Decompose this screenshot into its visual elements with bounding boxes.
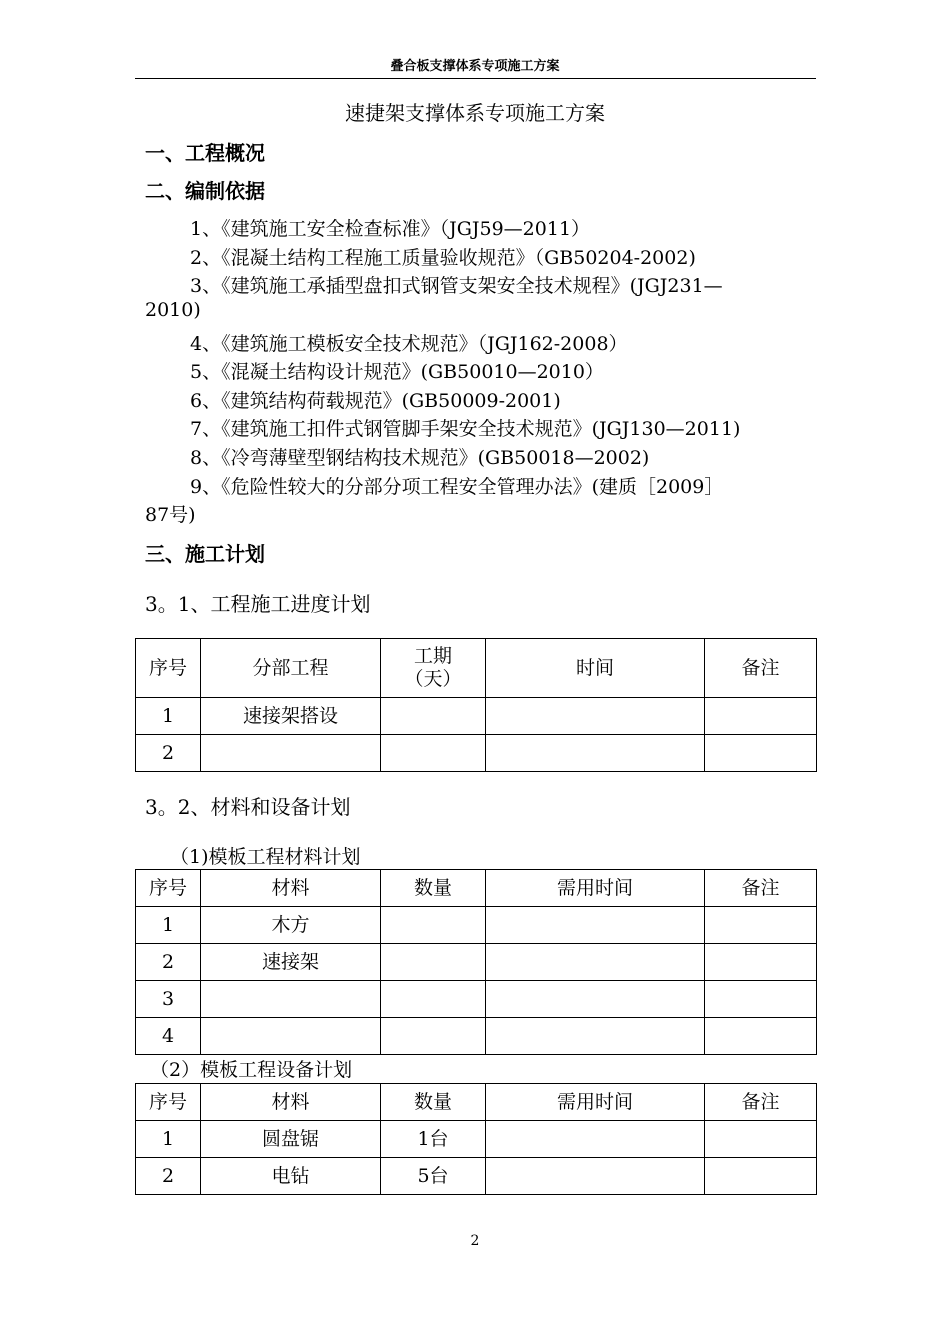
table-cell <box>486 735 705 772</box>
table-header-row <box>136 870 817 907</box>
header-rule <box>135 78 816 79</box>
table-cell <box>381 907 486 944</box>
table-cell: 5台 <box>381 1158 486 1195</box>
header-cell: 序号 <box>136 870 201 907</box>
table-cell <box>201 1018 381 1055</box>
header-cell: 材料 <box>201 870 381 907</box>
table-cell <box>486 1158 705 1195</box>
header-cell: 备注 <box>705 1084 817 1121</box>
table-row <box>136 944 817 981</box>
reference-item: 2、《混凝土结构工程施工质量验收规范》（GB50204-2002) <box>190 247 696 269</box>
table-cell: 速接架 <box>201 944 381 981</box>
table-cell <box>381 1018 486 1055</box>
table-cell: 3 <box>136 981 201 1018</box>
table-cell <box>486 1018 705 1055</box>
table-cell <box>486 944 705 981</box>
table-cell <box>381 944 486 981</box>
reference-item: 8、《冷弯薄壁型钢结构技术规范》(GB50018—2002) <box>190 447 650 469</box>
table-cell: 圆盘锯 <box>201 1121 381 1158</box>
table-cell: 电钻 <box>201 1158 381 1195</box>
table-cell <box>705 1121 817 1158</box>
header-cell-line: 工期 <box>413 645 452 668</box>
header-cell: 时间 <box>486 639 705 698</box>
reference-item: 6、《建筑结构荷载规范》(GB50009-2001) <box>190 390 561 412</box>
table-cell <box>201 981 381 1018</box>
table-header-row <box>136 639 817 698</box>
section-heading-basis: 二、编制依据 <box>145 179 265 203</box>
table-cell: 1台 <box>381 1121 486 1158</box>
reference-item: 1、《建筑施工安全检查标准》（JGJ59—2011） <box>190 218 591 240</box>
header-cell: 备注 <box>705 639 817 698</box>
table-cell: 速接架搭设 <box>201 698 381 735</box>
equipment-table-caption: （2）模板工程设备计划 <box>150 1059 353 1081</box>
header-cell: 材料 <box>201 1084 381 1121</box>
table-cell: 1 <box>136 698 201 735</box>
section-heading-overview: 一、工程概况 <box>145 141 265 165</box>
schedule-table <box>135 638 817 772</box>
table-row <box>136 1018 817 1055</box>
header-cell: 需用时间 <box>486 870 705 907</box>
table-cell: 2 <box>136 944 201 981</box>
header-cell-line: （天） <box>404 668 462 690</box>
reference-item: 7、《建筑施工扣件式钢管脚手架安全技术规范》(JGJ130—2011) <box>190 418 741 440</box>
table-cell <box>705 981 817 1018</box>
reference-item: 5、《混凝土结构设计规范》(GB50010—2010） <box>190 361 604 383</box>
header-cell: 数量 <box>381 1084 486 1121</box>
table-row <box>136 698 817 735</box>
header-cell: 分部工程 <box>201 639 381 698</box>
table-cell <box>705 1158 817 1195</box>
table-cell: 1 <box>136 907 201 944</box>
table-row <box>136 1121 817 1158</box>
header-cell: 需用时间 <box>486 1084 705 1121</box>
table-row <box>136 1158 817 1195</box>
document-title: 速捷架支撑体系专项施工方案 <box>345 101 605 125</box>
table-cell <box>486 1121 705 1158</box>
table-cell <box>705 735 817 772</box>
table-header-row <box>136 1084 817 1121</box>
material-table-caption: （1)模板工程材料计划 <box>170 846 361 868</box>
table-cell: 2 <box>136 1158 201 1195</box>
table-cell: 2 <box>136 735 201 772</box>
section-heading-plan: 三、施工计划 <box>145 542 265 566</box>
running-header: 叠合板支撑体系专项施工方案 <box>390 59 560 74</box>
table-cell <box>486 698 705 735</box>
reference-item: 9、《危险性较大的分部分项工程安全管理办法》(建质［2009］ <box>190 476 724 498</box>
table-row <box>136 981 817 1018</box>
table-cell <box>705 944 817 981</box>
table-cell <box>381 735 486 772</box>
table-cell <box>486 981 705 1018</box>
reference-item-continuation: 2010) <box>145 299 201 321</box>
header-cell: 序号 <box>136 1084 201 1121</box>
header-cell: 备注 <box>705 870 817 907</box>
table-cell: 木方 <box>201 907 381 944</box>
table-cell <box>381 981 486 1018</box>
table-row <box>136 907 817 944</box>
equipment-table <box>135 1083 817 1195</box>
subsection-heading-schedule: 3。1、工程施工进度计划 <box>145 592 371 616</box>
table-cell <box>486 907 705 944</box>
table-cell <box>201 735 381 772</box>
subsection-heading-materials: 3。2、材料和设备计划 <box>145 795 351 819</box>
table-cell <box>705 698 817 735</box>
table-cell <box>705 907 817 944</box>
header-cell <box>381 639 486 698</box>
material-table <box>135 869 817 1055</box>
table-cell <box>381 698 486 735</box>
page-number: 2 <box>470 1233 480 1249</box>
reference-item: 4、《建筑施工模板安全技术规范》（JGJ162-2008） <box>190 333 628 355</box>
table-row <box>136 735 817 772</box>
table-cell: 4 <box>136 1018 201 1055</box>
table-cell <box>705 1018 817 1055</box>
reference-item: 3、《建筑施工承插型盘扣式钢管支架安全技术规程》(JGJ231— <box>190 275 723 297</box>
header-cell: 序号 <box>136 639 201 698</box>
header-cell: 数量 <box>381 870 486 907</box>
table-cell: 1 <box>136 1121 201 1158</box>
reference-item-continuation: 87号) <box>145 504 196 526</box>
